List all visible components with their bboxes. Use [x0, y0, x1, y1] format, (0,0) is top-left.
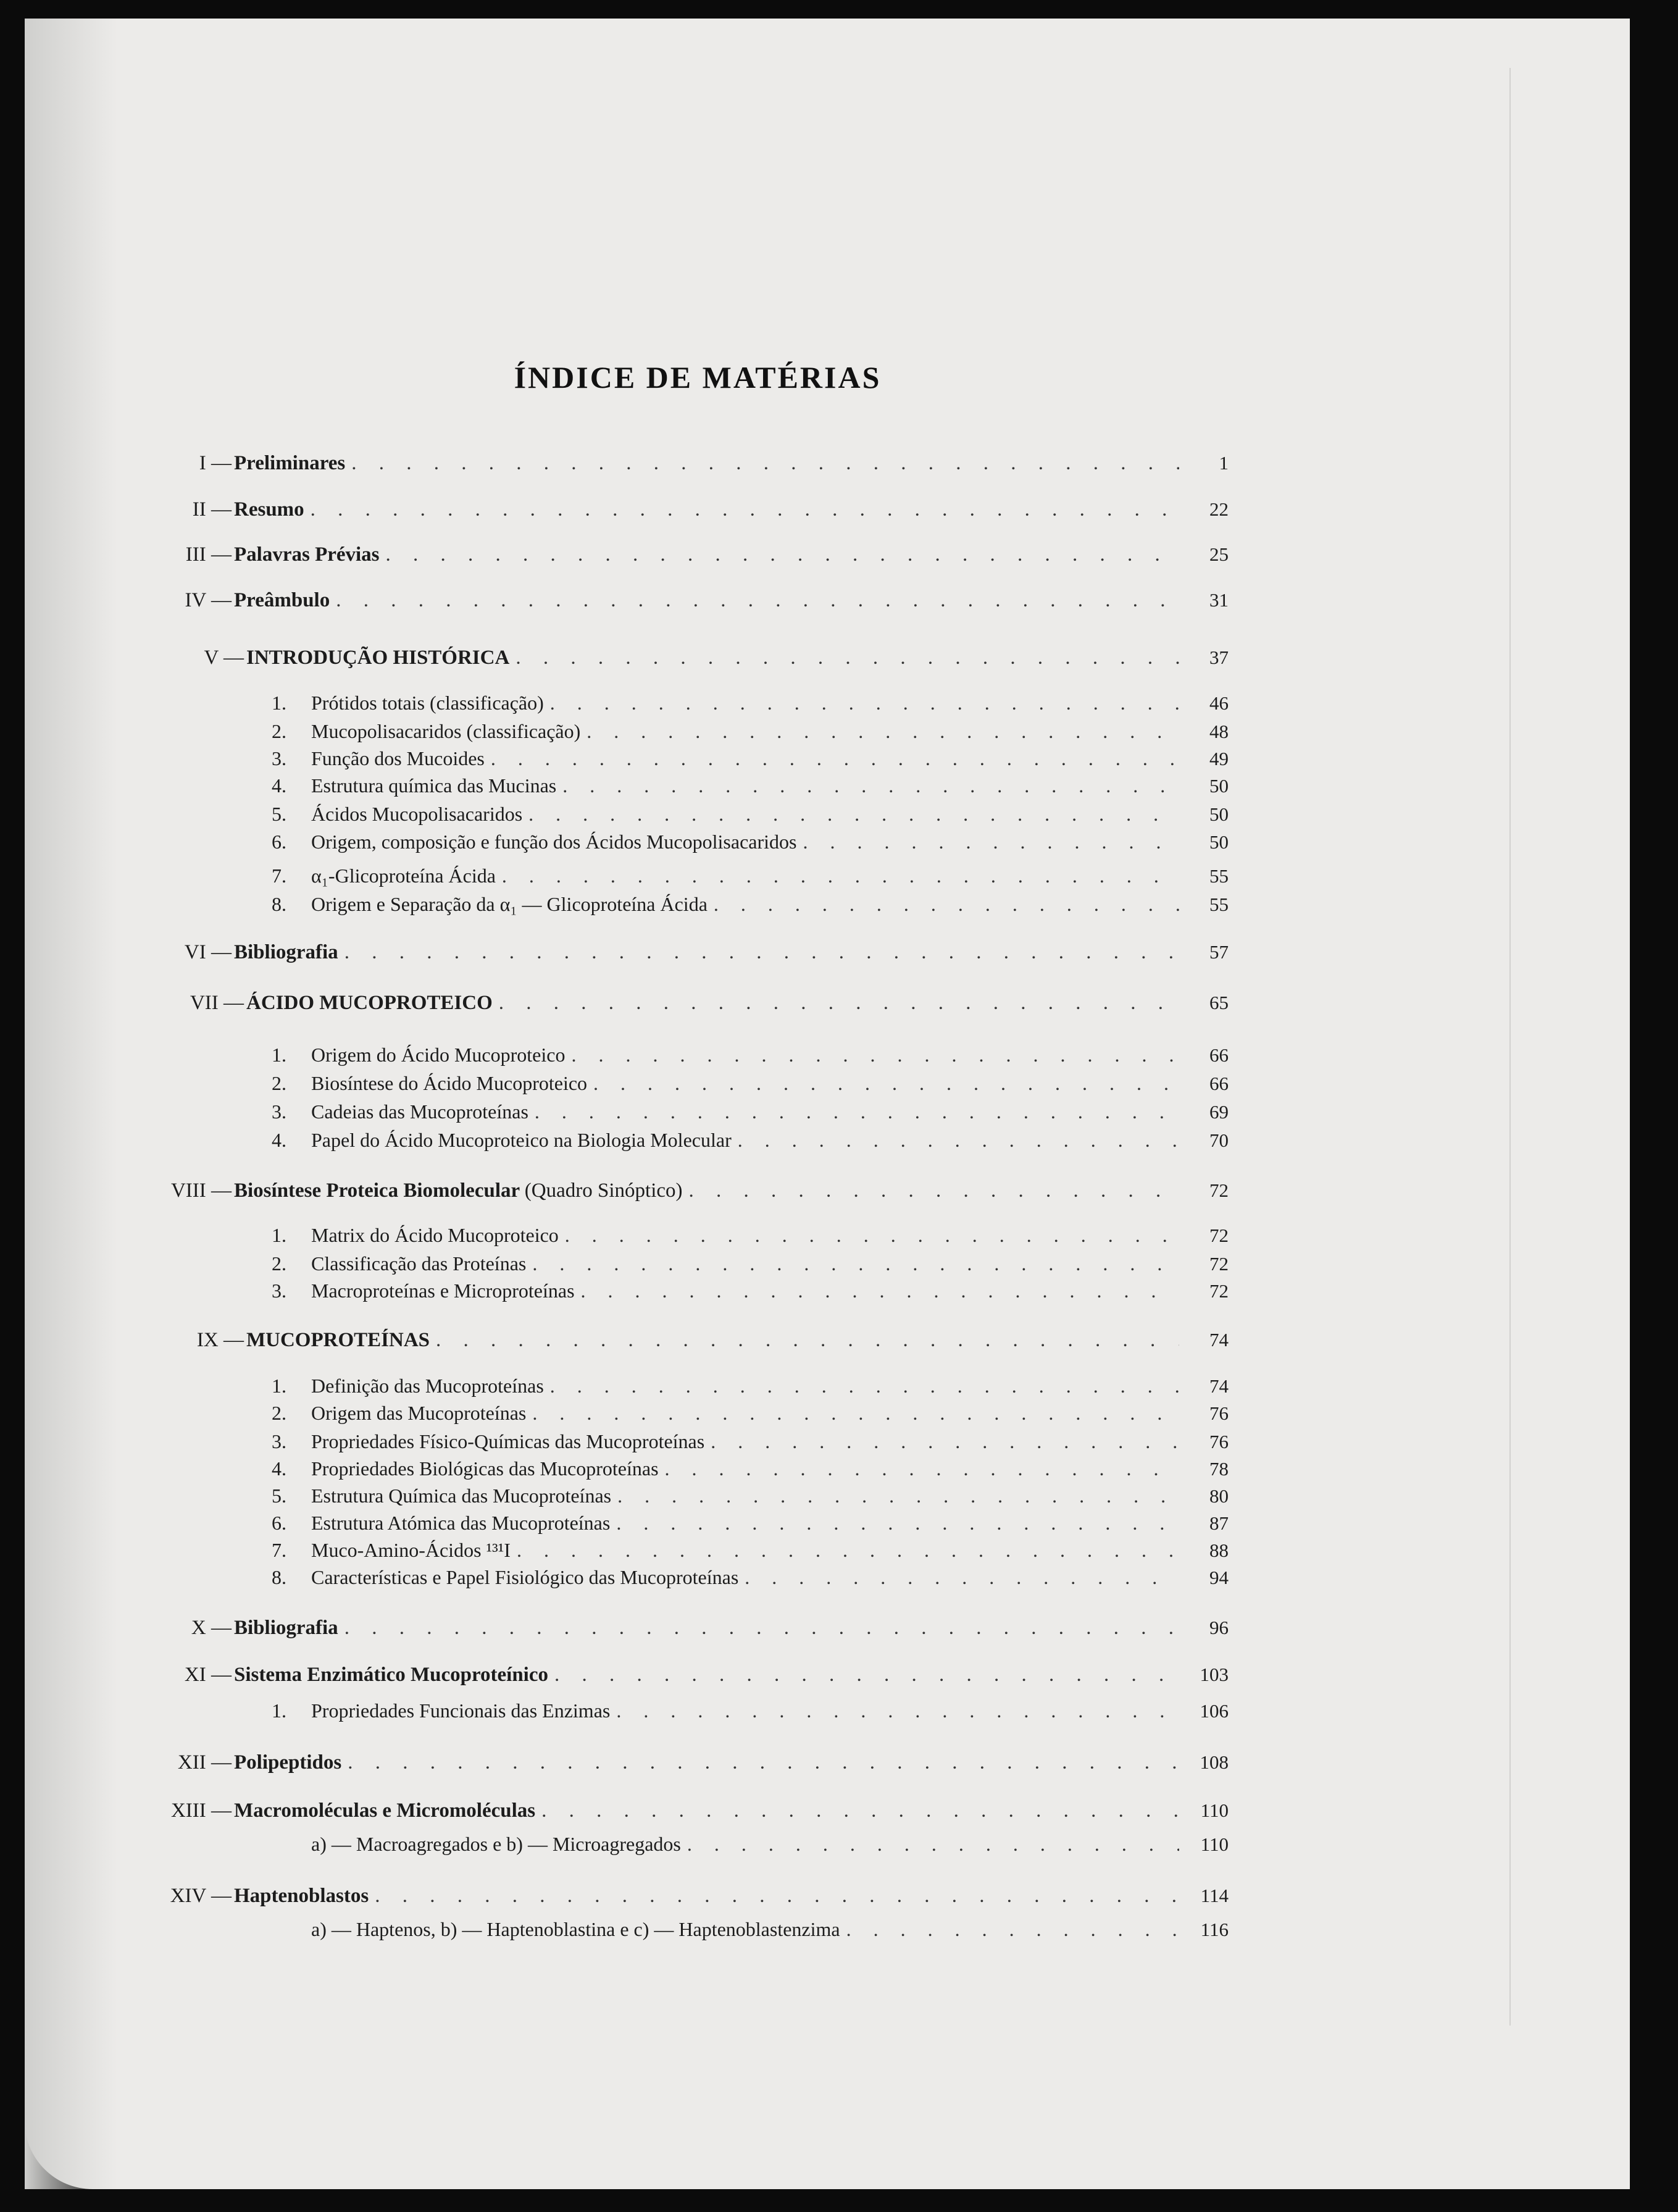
- toc-entry-section: 2. Origem das Mucoproteínas . . . 76: [272, 1401, 1229, 1426]
- toc-entry-section: 2. Classificação das Proteínas . . . 72: [272, 1251, 1229, 1276]
- toc-entry-section: 3. Função dos Mucoides . . . 49: [272, 746, 1229, 771]
- toc-entry-chapter: II — Resumo . . . 22: [157, 497, 1229, 522]
- toc-entry-section: 1. Definição das Mucoproteínas . . . 74: [272, 1373, 1229, 1399]
- toc-entry-chapter: IX — MUCOPROTEÍNAS . . . 74: [170, 1328, 1229, 1352]
- toc-entry-chapter: XIV — Haptenoblastos . . . 114: [157, 1883, 1229, 1908]
- toc-entry-section: 1. Prótidos totais (classificação) . . . 46: [272, 690, 1229, 716]
- toc-entry-section: 8. Características e Papel Fisiológico das Mucoproteínas . . . 94: [272, 1565, 1229, 1590]
- page-title: ÍNDICE DE MATÉRIAS: [514, 360, 882, 395]
- toc-entry-chapter: IV — Preâmbulo . . . 31: [157, 588, 1229, 613]
- toc-entry-section: 7. α₁-Glicoproteína Ácida . . . 55: [272, 863, 1229, 889]
- toc-entry-section: 8. Origem e Separação da α₁ — Glicoproteína Ácida . . . 55: [272, 892, 1229, 917]
- toc-entry-section: 2. Mucopolisacaridos (classificação) . . . 48: [272, 719, 1229, 744]
- toc-entry-section: 5. Estrutura Química das Mucoproteínas . . . 80: [272, 1483, 1229, 1509]
- toc-entry-section: 4. Estrutura química das Mucinas . . . 50: [272, 773, 1229, 798]
- toc-entry-chapter: X — Bibliografia . . . 96: [157, 1615, 1229, 1640]
- toc-entry-section: 7. Muco-Amino-Ácidos ¹³¹I . . . 88: [272, 1538, 1229, 1563]
- toc-entry-chapter: VI — Bibliografia . . . 57: [157, 940, 1229, 965]
- toc-entry-section: 5. Ácidos Mucopolisacaridos . . . 50: [272, 802, 1229, 827]
- toc-entry-chapter: III — Palavras Prévias . . . 25: [157, 542, 1229, 567]
- toc-entry-chapter: VIII — Biosíntese Proteica Biomolecular (Quadro Sinóptico) . . . 72: [157, 1178, 1229, 1203]
- toc-entry-chapter: XI — Sistema Enzimático Mucoproteínico . . . 103: [157, 1662, 1229, 1687]
- toc-entry-section: 3. Macroproteínas e Microproteínas . . . 72: [272, 1278, 1229, 1304]
- toc-entry-section: 3. Propriedades Físico-Químicas das Mucoproteínas . . . 76: [272, 1429, 1229, 1454]
- toc-entry-chapter: VII — ÁCIDO MUCOPROTEICO . . . 65: [170, 991, 1229, 1015]
- toc-entry-section: 4. Propriedades Biológicas das Mucoproteínas . . . 78: [272, 1456, 1229, 1481]
- toc-entry-section: 4. Papel do Ácido Mucoproteico na Biologia Molecular . . . 70: [272, 1128, 1229, 1153]
- toc-entry-chapter: XIII — Macromoléculas e Micromoléculas . . . 110: [157, 1798, 1229, 1823]
- toc-entry-chapter: V — INTRODUÇÃO HISTÓRICA . . . 37: [170, 645, 1229, 670]
- toc-entry-section: a) — Haptenos, b) — Haptenoblastina e c) — Haptenoblastenzima . . . 116: [272, 1917, 1229, 1942]
- toc-entry-section: a) — Macroagregados e b) — Microagregados . . . 110: [272, 1832, 1229, 1857]
- toc-entry-chapter: XII — Polipeptidos . . . 108: [157, 1750, 1229, 1775]
- toc-entry-section: 1. Origem do Ácido Mucoproteico . . . 66: [272, 1042, 1229, 1068]
- toc-entry-section: 2. Biosíntese do Ácido Mucoproteico . . . 66: [272, 1071, 1229, 1096]
- toc-entry-section: 1. Matrix do Ácido Mucoproteico . . . 72: [272, 1223, 1229, 1248]
- toc-entry-section: 6. Origem, composição e função dos Ácidos Mucopolisacaridos . . . 50: [272, 829, 1229, 855]
- toc-entry-section: 6. Estrutura Atómica das Mucoproteínas . . . 87: [272, 1510, 1229, 1536]
- toc-entry-section: 1. Propriedades Funcionais das Enzimas . . . 106: [272, 1698, 1229, 1724]
- toc-entry-chapter: I — Preliminares . . . 1: [157, 451, 1229, 475]
- toc-entry-section: 3. Cadeias das Mucoproteínas . . . 69: [272, 1099, 1229, 1125]
